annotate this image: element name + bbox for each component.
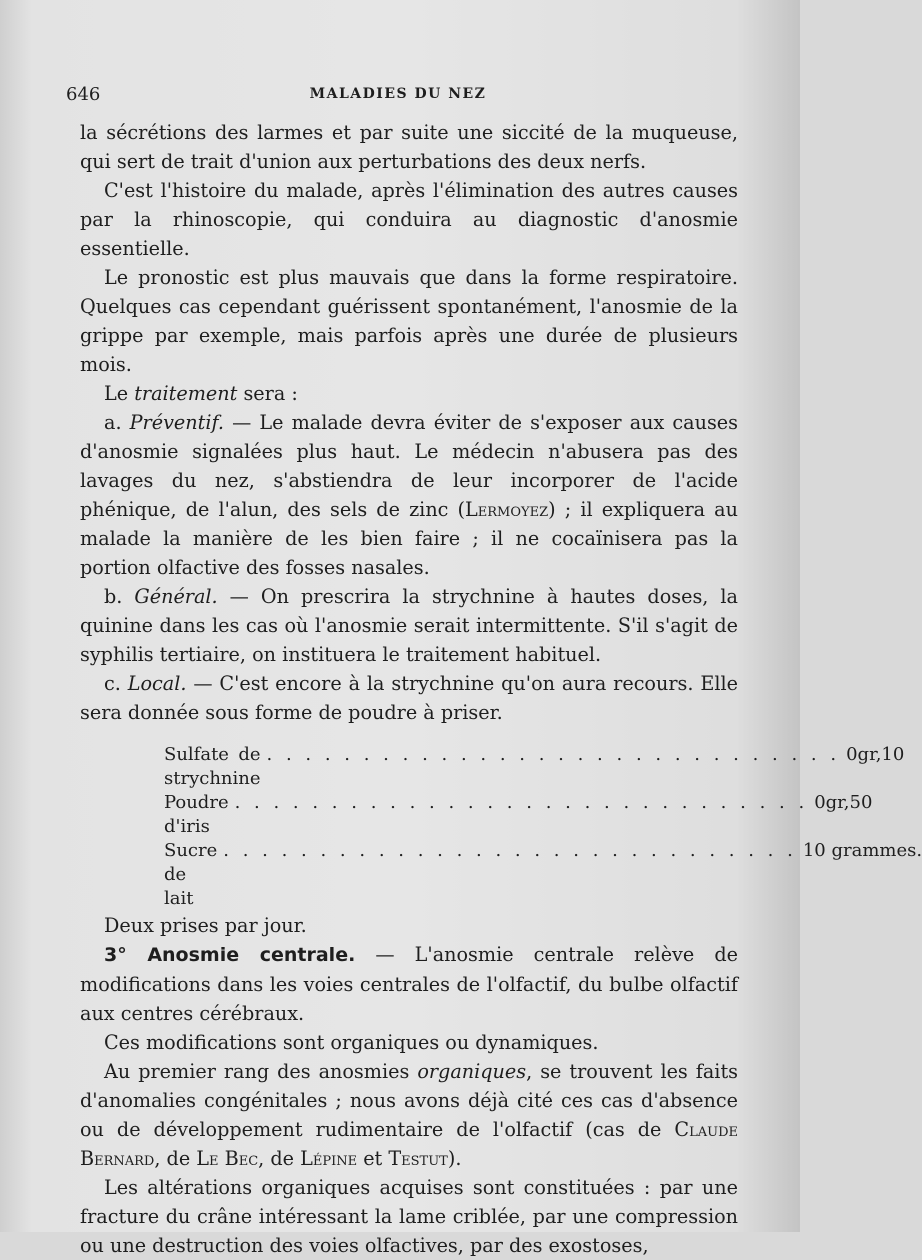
paragraph-alterations: Les altérations organiques acquises sont constituées : par une fracture du crâne intéressant la lame criblée, par une compression ou une destruction des voies olfactives, par des exostoses, — [80, 1176, 738, 1257]
general-text: — On prescrira la strychnine à hautes doses, la quinine dans les cas où l'anosmie serait intermittente. S'il s'agit de syphilis tertiaire, on instituera le traitement habituel. — [80, 585, 738, 666]
paragraph-pronostic: Le pronostic est plus mauvais que dans la forme respiratoire. Quelques cas cependant guérissent spontanément, l'anosmie de la grippe par exemple, mais parfois après une durée de plusieurs mois. — [80, 266, 738, 376]
leader-dots: . . . . . . . . . . . . . . . . . . . . . . . . . . . . . . — [234, 792, 809, 813]
page-number: 646 — [66, 84, 101, 105]
traitement-prefix: Le — [104, 382, 135, 405]
paragraph-local — [80, 669, 738, 727]
organiques-text-3: , de — [154, 1147, 197, 1170]
organiques-text-2: , se trouvent les faits d'anomalies congénitales ; nous avons déjà cité ces cas d'absence ou de développement rudimentaire de l'olfactif (cas de — [80, 1060, 739, 1141]
paragraph-modifications: Ces modifications sont organiques ou dynamiques. — [104, 1031, 599, 1054]
author-le-bec: Le Bec — [196, 1147, 259, 1170]
prescription-quantity: 10 grammes. — [802, 840, 922, 861]
prescription-table — [164, 743, 922, 911]
section-anosmie-centrale — [80, 940, 738, 1028]
paragraph-continuation: la sécrétions des larmes et par suite une siccité de la muqueuse, qui sert de trait d'union aux perturbations des deux nerfs. — [80, 121, 738, 173]
prescription-item: Sucre de lait — [164, 840, 218, 909]
section-title: 3° Anosmie centrale. — [104, 944, 356, 966]
prescription-item: Sulfate de strychnine — [164, 744, 261, 789]
preventif-letter: a. — [104, 411, 130, 434]
traitement-em: traitement — [134, 382, 238, 405]
paragraph-traitement — [80, 379, 738, 408]
organiques-text-4: , de — [258, 1147, 301, 1170]
prescription-row — [164, 791, 873, 839]
leader-dots: . . . . . . . . . . . . . . . . . . . . . . . . . . . . . . — [223, 840, 797, 861]
prescription-item: Poudre d'iris — [164, 792, 229, 837]
prescription-quantity: 0gr,50 — [814, 792, 873, 813]
organiques-text-1: Au premier rang des anosmies — [104, 1060, 418, 1083]
paragraph-organiques — [80, 1057, 738, 1173]
paragraph-preventif — [80, 408, 738, 582]
paragraph-diagnostic: C'est l'histoire du malade, après l'élimination des autres causes par la rhinoscopie, qui conduira au diagnostic d'anosmie essentielle. — [80, 179, 738, 260]
local-heading: Local. — [127, 672, 187, 695]
section-text: — L'anosmie centrale relève de modifications dans les voies centrales de l'olfactif, du bulbe olfactif aux centres cérébraux. — [80, 943, 738, 1025]
preventif-heading: Préventif. — [129, 411, 224, 434]
traitement-suffix: sera : — [237, 382, 298, 405]
posology: Deux prises par jour. — [104, 914, 307, 937]
preventif-text-2: ) ; il expliquera au malade la manière de les bien faire ; il ne cocaïnisera pas la portion olfactive des fosses nasales. — [80, 498, 738, 579]
prescription-row — [164, 743, 905, 791]
running-title: MALADIES DU NEZ — [309, 86, 487, 102]
prescription-row — [164, 839, 922, 911]
general-heading: Général. — [134, 585, 218, 608]
page-body — [80, 118, 922, 1260]
author-lepine: Lépine — [300, 1147, 358, 1170]
preventif-text-1: — Le malade devra éviter de s'exposer aux causes d'anosmie signalées plus haut. Le médecin n'abusera pas des lavages du nez, s'abstiendra de leur incorporer de l'acide phénique, de l'alun, des sels de zinc ( — [80, 411, 738, 521]
prescription-quantity: 0gr,10 — [846, 744, 905, 765]
local-letter: c. — [104, 672, 128, 695]
local-text: — C'est encore à la strychnine qu'on aura recours. Elle sera donnée sous forme de poudre à priser. — [80, 672, 738, 724]
author-claude-bernard: Claude Bernard — [80, 1118, 738, 1170]
organiques-text-5: et — [357, 1147, 389, 1170]
author-testut: Testut — [388, 1147, 448, 1170]
paragraph-general — [80, 582, 738, 669]
organiques-em: organiques — [417, 1060, 527, 1083]
author-lermoyez: Lermoyez — [465, 498, 549, 521]
leader-dots: . . . . . . . . . . . . . . . . . . . . . . . . . . . . . . — [266, 744, 841, 765]
organiques-text-6: ). — [447, 1147, 462, 1170]
general-letter: b. — [104, 585, 135, 608]
